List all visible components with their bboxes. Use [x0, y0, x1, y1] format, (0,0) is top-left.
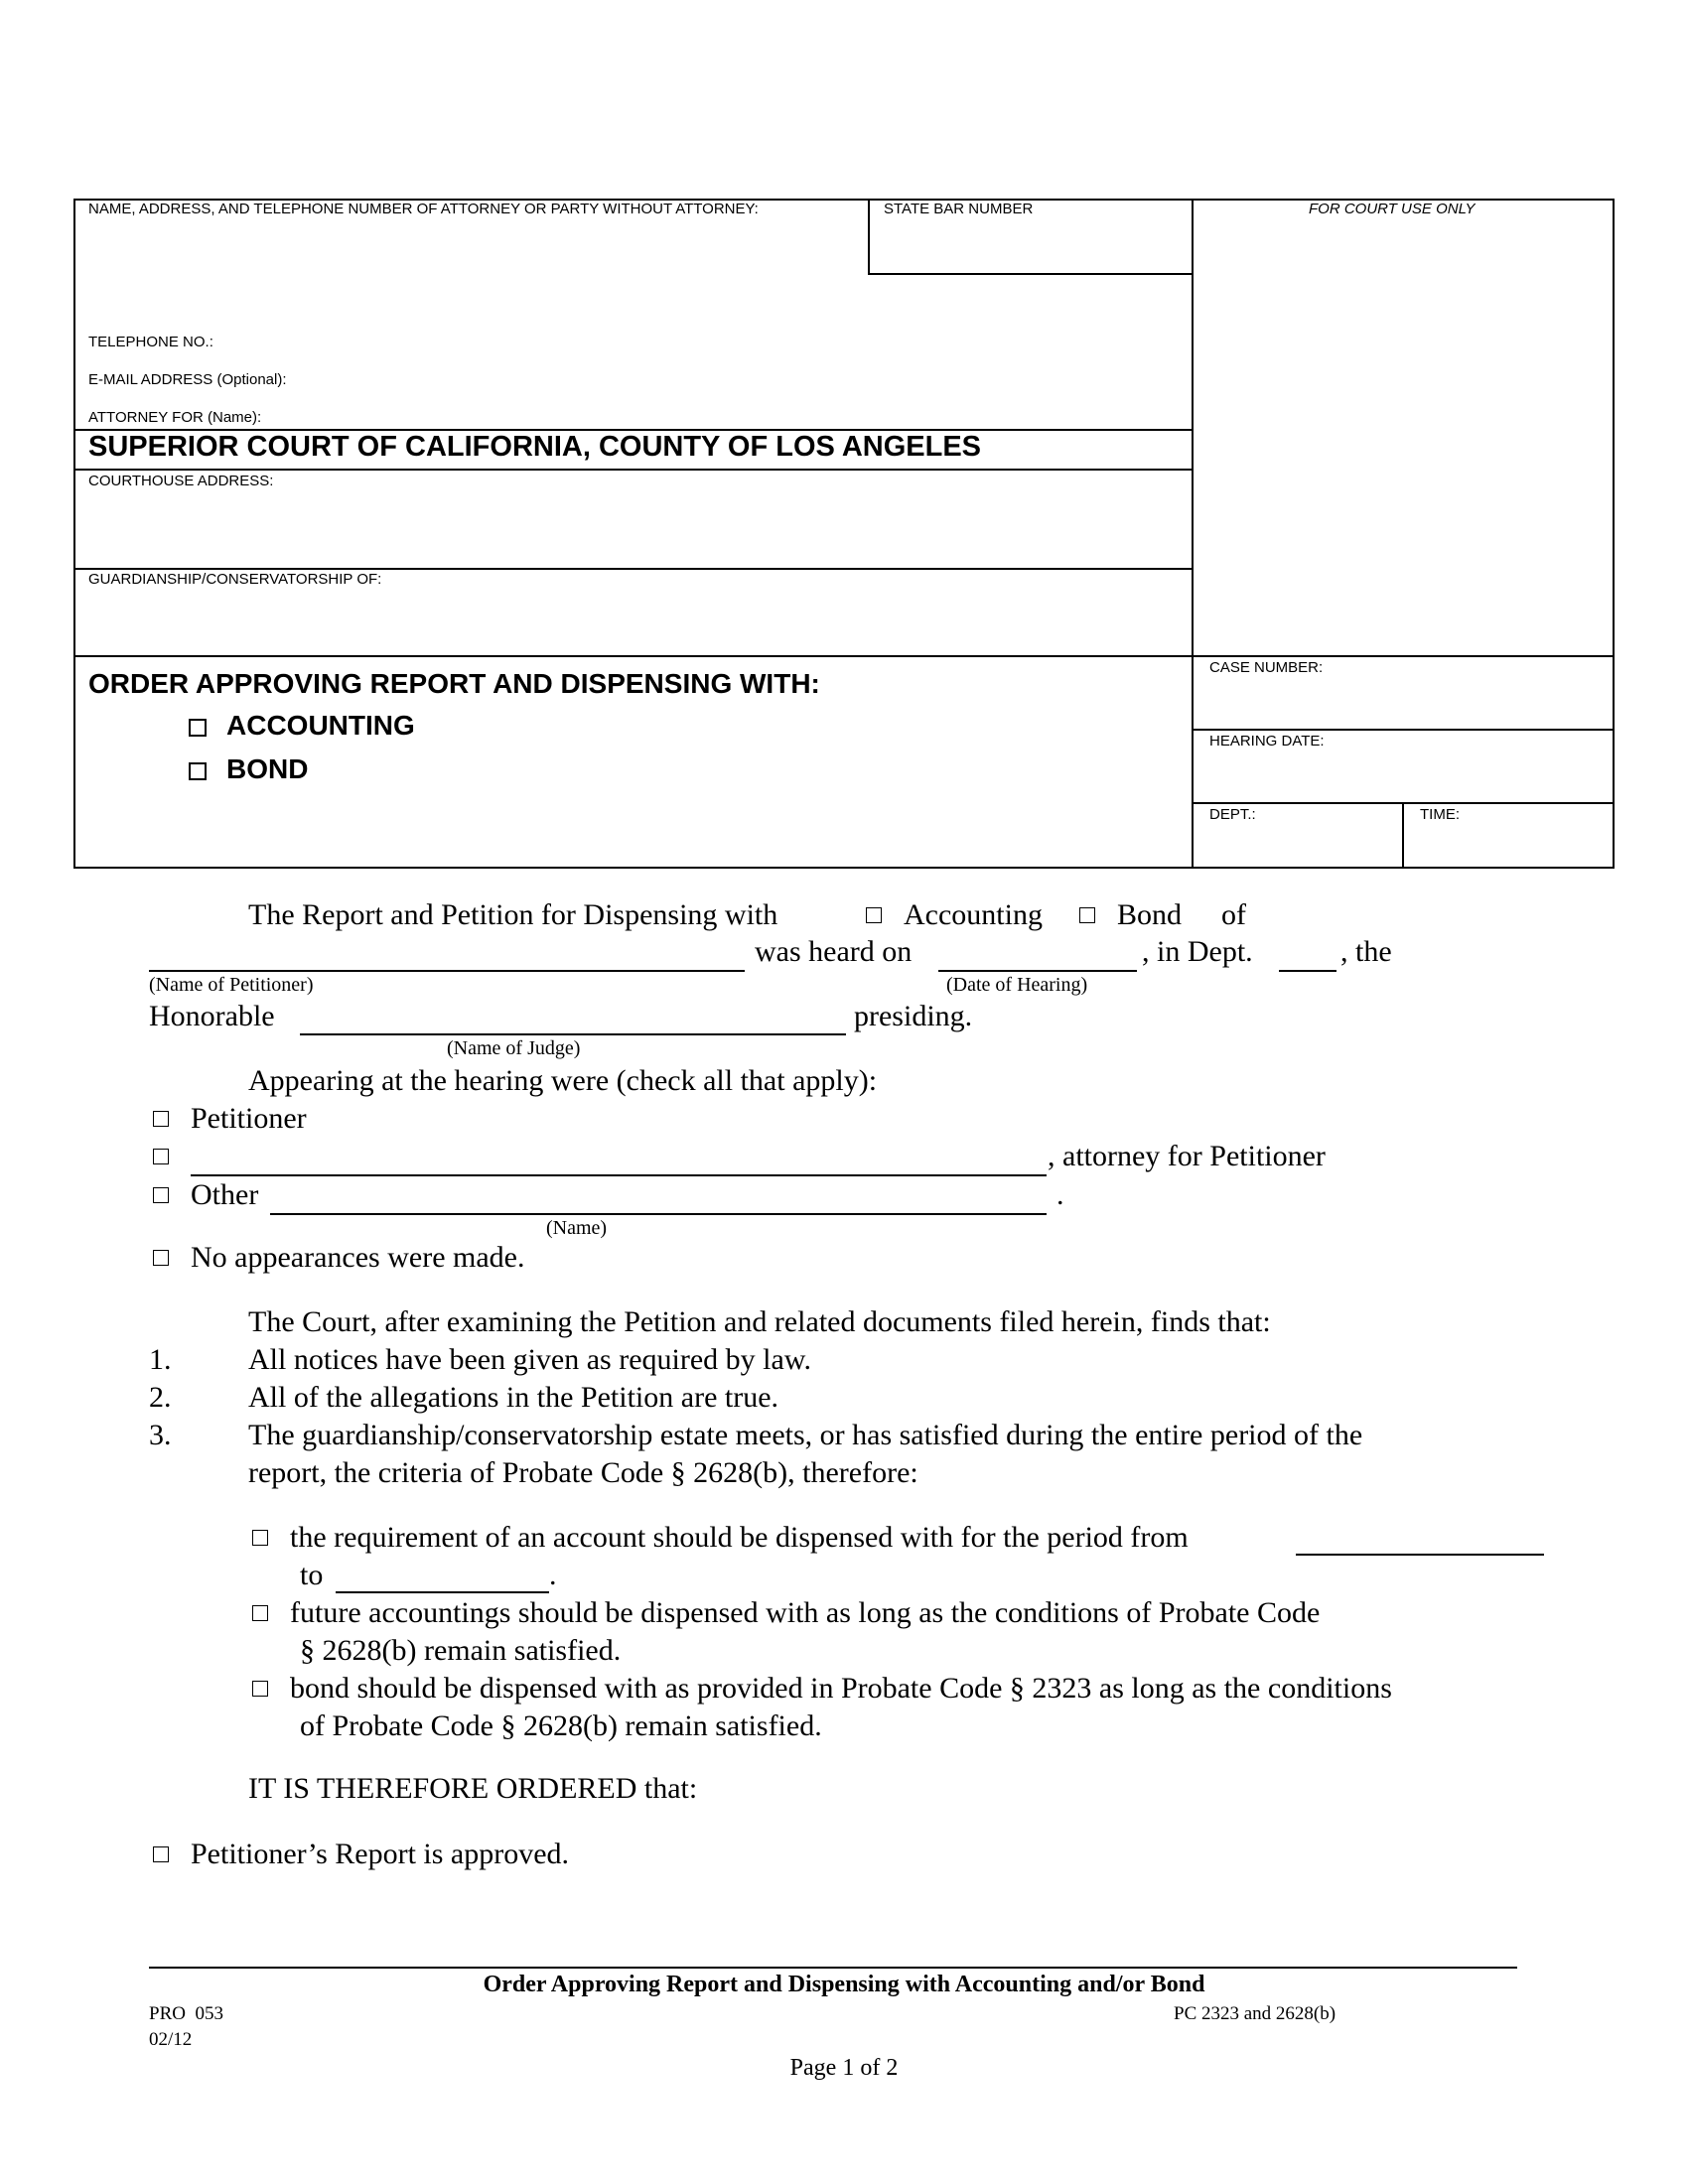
accounting-checkbox[interactable]: [189, 719, 207, 737]
the-text: , the: [1340, 935, 1392, 968]
name-of-judge-caption: (Name of Judge): [447, 1037, 581, 1059]
hearing-date-line: [938, 970, 1137, 972]
period-to-line: [336, 1591, 549, 1593]
appearing-text: Appearing at the hearing were (check all that apply):: [248, 1064, 878, 1097]
period-to-label: to: [300, 1559, 324, 1591]
finding-3-text: The guardianship/conservatorship estate meets, or has satisfied during the entire period of the: [248, 1419, 1363, 1451]
name-caption: (Name): [546, 1217, 608, 1239]
attorney-checkbox[interactable]: [153, 1149, 169, 1164]
telephone-label: TELEPHONE NO.:: [88, 334, 213, 350]
report-approved-checkbox[interactable]: [153, 1846, 169, 1862]
report-approved-text: Petitioner’s Report is approved.: [191, 1838, 570, 1870]
other-label: Other: [191, 1178, 259, 1211]
case-number-bottom-line: [1192, 729, 1615, 731]
option-bond-label: BOND: [226, 753, 309, 784]
time-label: TIME:: [1420, 806, 1460, 823]
other-checkbox[interactable]: [153, 1187, 169, 1203]
attorney-label: NAME, ADDRESS, AND TELEPHONE NUMBER OF ATTORNEY OR PARTY WITHOUT ATTORNEY:: [88, 201, 759, 217]
footer-rule: [149, 1967, 1517, 1969]
finding-2-text: All of the allegations in the Petition are true.: [248, 1381, 779, 1414]
court-name-bottom-line: [73, 469, 1193, 471]
court-use-label: FOR COURT USE ONLY: [1309, 201, 1476, 217]
finding-3-number: 3.: [149, 1419, 172, 1451]
form-title: ORDER APPROVING REPORT AND DISPENSING WITH:: [88, 668, 820, 699]
was-heard-on: was heard on: [755, 935, 913, 968]
form-date: 02/12: [149, 2029, 193, 2050]
case-number-label: CASE NUMBER:: [1209, 659, 1324, 676]
court-name: SUPERIOR COURT OF CALIFORNIA, COUNTY OF LOS ANGELES: [88, 431, 982, 463]
bond-checkbox[interactable]: [189, 762, 207, 780]
finding-1-text: All notices have been given as required by law.: [248, 1343, 812, 1376]
intro-text: The Report and Petition for Dispensing with: [248, 898, 778, 931]
petitioner-checkbox[interactable]: [153, 1111, 169, 1127]
attorney-name-line: [191, 1174, 1047, 1176]
finding-1-number: 1.: [149, 1343, 172, 1376]
option-accounting-label: ACCOUNTING: [226, 710, 415, 741]
intro-of: of: [1221, 898, 1246, 931]
intro-accounting-label: Accounting: [904, 898, 1043, 931]
dept-time-divider: [1402, 802, 1404, 869]
judge-name-line: [300, 1033, 846, 1035]
future-accountings-checkbox[interactable]: [252, 1605, 268, 1621]
attorney-for-petitioner: , attorney for Petitioner: [1048, 1140, 1326, 1172]
dept-label: DEPT.:: [1209, 806, 1256, 823]
intro-accounting-checkbox[interactable]: [866, 907, 882, 923]
period-from-line: [1296, 1554, 1544, 1556]
code-reference: PC 2323 and 2628(b): [1174, 2003, 1336, 2024]
bond-dispensed-text-continued: of Probate Code § 2628(b) remain satisfied.: [300, 1709, 822, 1742]
intro-bond-label: Bond: [1117, 898, 1183, 931]
state-bar-label: STATE BAR NUMBER: [884, 201, 1034, 217]
in-dept: , in Dept.: [1142, 935, 1253, 968]
court-finds: The Court, after examining the Petition and related documents filed herein, finds that:: [248, 1305, 1271, 1338]
presiding: presiding.: [854, 1000, 973, 1032]
state-bar-bottom-line: [868, 273, 1193, 275]
dept-line: [1279, 970, 1336, 972]
period-to-period: .: [549, 1559, 557, 1591]
email-label: E-MAIL ADDRESS (Optional):: [88, 371, 287, 388]
option-bond: [189, 753, 308, 785]
guardianship-label: GUARDIANSHIP/CONSERVATORSHIP OF:: [88, 571, 382, 588]
hearing-date-label: HEARING DATE:: [1209, 733, 1325, 750]
other-name-line: [270, 1213, 1047, 1215]
footer-title: Order Approving Report and Dispensing with Accounting and/or Bond: [483, 1972, 1205, 1997]
other-period: .: [1056, 1178, 1064, 1211]
name-of-petitioner-caption: (Name of Petitioner): [149, 974, 314, 996]
no-appearances-label: No appearances were made.: [191, 1241, 525, 1274]
option-accounting: [189, 710, 415, 742]
state-bar-divider: [868, 199, 870, 274]
therefore-ordered: IT IS THEREFORE ORDERED that:: [248, 1772, 698, 1805]
no-appearances-checkbox[interactable]: [153, 1250, 169, 1266]
intro-bond-checkbox[interactable]: [1079, 907, 1095, 923]
honorable: Honorable: [149, 1000, 275, 1032]
bond-dispensed-checkbox[interactable]: [252, 1681, 268, 1697]
courthouse-address-label: COURTHOUSE ADDRESS:: [88, 473, 274, 489]
future-accountings-text-continued: § 2628(b) remain satisfied.: [300, 1634, 622, 1667]
bond-dispensed-text: bond should be dispensed with as provided in Probate Code § 2323 as long as the conditions: [290, 1672, 1392, 1705]
finding-2-number: 2.: [149, 1381, 172, 1414]
form-number: PRO 053: [149, 2003, 223, 2024]
caption-divider-vertical: [1192, 199, 1194, 869]
future-accountings-text: future accountings should be dispensed with as long as the conditions of Probate Code: [290, 1596, 1321, 1629]
petitioner-label: Petitioner: [191, 1102, 307, 1135]
dispense-account-text: the requirement of an account should be dispensed with for the period from: [290, 1521, 1189, 1554]
date-of-hearing-caption: (Date of Hearing): [946, 974, 1088, 996]
dispense-account-checkbox[interactable]: [252, 1530, 268, 1546]
title-top-line: [73, 655, 1615, 657]
petitioner-name-line: [149, 970, 745, 972]
finding-3-text-continued: report, the criteria of Probate Code § 2628(b), therefore:: [248, 1456, 918, 1489]
courthouse-bottom-line: [73, 568, 1193, 570]
page-number: Page 1 of 2: [789, 2055, 899, 2081]
attorney-for-label: ATTORNEY FOR (Name):: [88, 409, 262, 426]
